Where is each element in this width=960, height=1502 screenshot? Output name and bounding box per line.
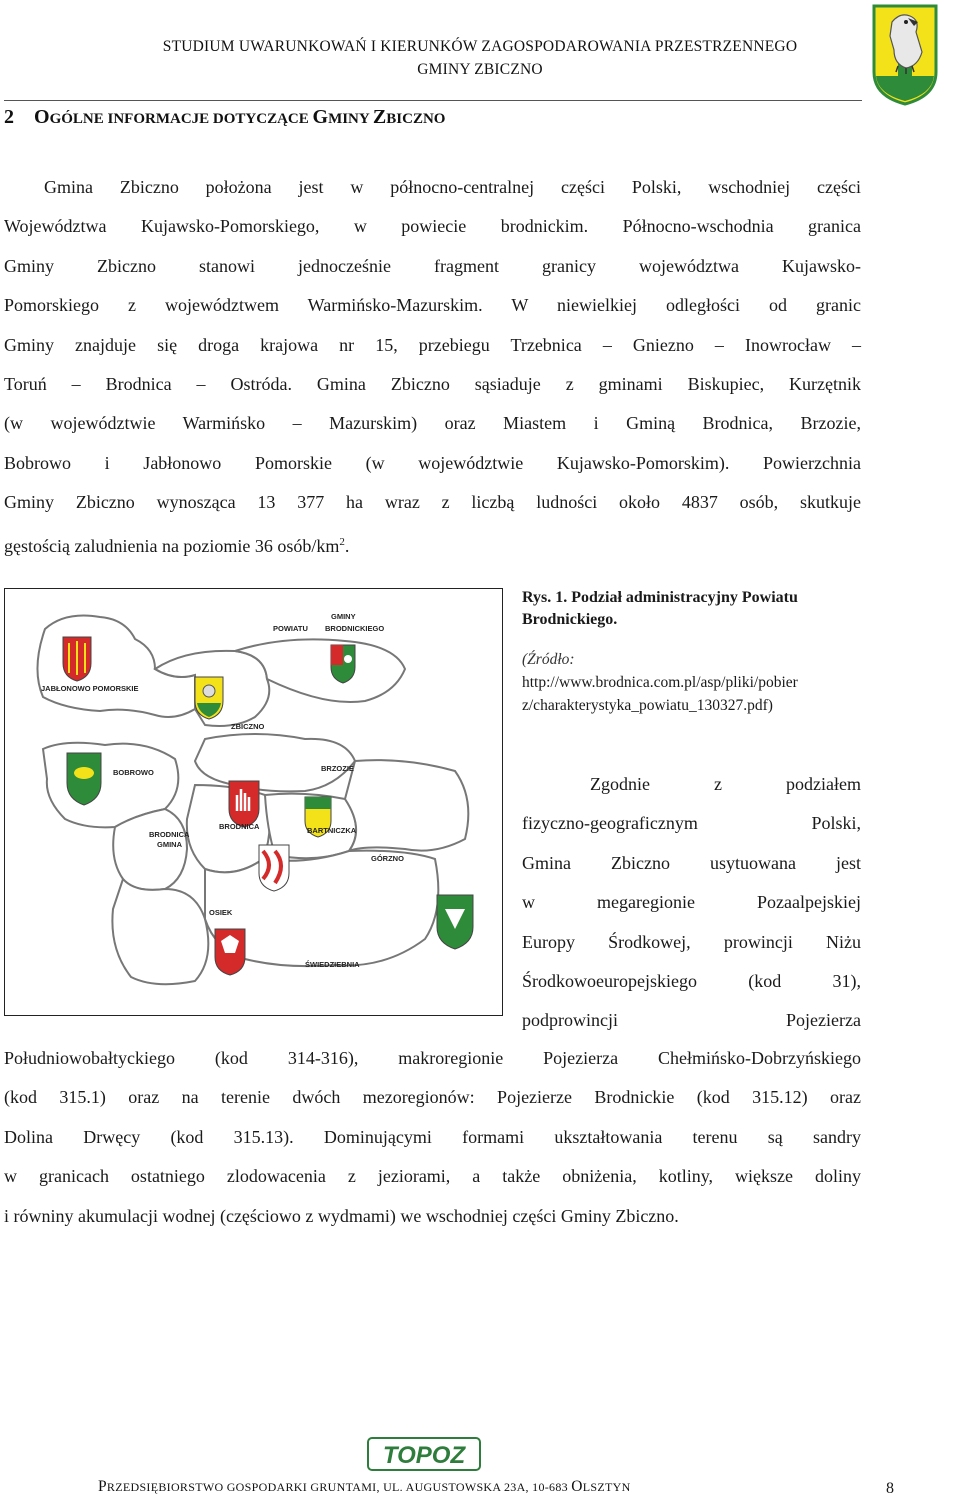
- label-osiek: OSIEK: [209, 908, 233, 917]
- paragraph-line: i równiny akumulacji wodnej (częściowo z wydmami) we wschodniej części Gminy Zbiczno.: [4, 1205, 679, 1226]
- label-brzozie: BRZOZIE: [321, 764, 354, 773]
- paragraph-line: (kod 315.1) oraz na terenie dwóch mezoregionów: Pojezierze Brodnickie (kod 315.12) oraz: [4, 1087, 861, 1108]
- figure-caption: Rys. 1. Podział administracyjny Powiatu Brodnickiego.: [522, 589, 798, 628]
- osiek-crest-icon: [215, 929, 245, 975]
- paragraph-line: Gmina Zbiczno usytuowana jest: [522, 852, 861, 873]
- document-header-subtitle: GMINY ZBICZNO: [417, 61, 543, 78]
- label-bobrowo: BOBROWO: [113, 768, 154, 777]
- paragraph-line: Środkowoeuropejskiego (kod 31),: [522, 970, 861, 991]
- heading-part: Z: [372, 106, 387, 128]
- paragraph-line: Dolina Drwęcy (kod 315.13). Dominującymi formami ukształtowania terenu są sandry: [4, 1126, 861, 1147]
- map-title-gminy: GMINY: [331, 612, 356, 621]
- label-gorzno: GÓRZNO: [371, 854, 404, 863]
- period: .: [344, 535, 350, 556]
- paragraph-line: Południowobałtyckiego (kod 314-316), makroregionie Pojezierza Chełmińsko-Dobrzyńskiego: [4, 1048, 861, 1068]
- region-brzozie: [195, 734, 355, 791]
- paragraph-line: Województwa Kujawsko-Pomorskiego, w powiecie brodnickim. Północno-wschodnia granica: [4, 216, 861, 237]
- administrative-map-figure: [4, 588, 503, 1016]
- heading-part: G: [312, 106, 329, 128]
- paragraph-line: podprowincji Pojezierza: [522, 1010, 861, 1031]
- paragraph-line: Gmina Zbiczno położona jest w północno-centralnej części Polski, wschodniej części: [44, 177, 861, 197]
- paragraph-line: fizyczno-geograficznym Polski,: [522, 813, 861, 834]
- footer-city-rest: LSZTYN: [582, 1480, 631, 1494]
- map-title-powiatu: POWIATU: [273, 624, 308, 633]
- footer-company: [98, 1478, 631, 1496]
- jablonowo-crest-icon: [63, 637, 91, 681]
- label-jablonowo: JABŁONOWO POMORSKIE: [41, 684, 139, 693]
- heading-part: MINY: [328, 111, 373, 127]
- page-number: 8: [886, 1480, 894, 1497]
- footer-company-rest: RZEDSIĘBIORSTWO GOSPODARKI GRUNTAMI, UL. AUGUSTOWSKA 23A, 10-683: [106, 1480, 572, 1494]
- source-url-part: http://www.brodnica.com.pl/asp/pliki/pobier: [522, 674, 798, 691]
- label-swiedziebnia: ŚWIEDZIEBNIA: [305, 960, 360, 969]
- label-bartniczka: BARTNICZKA: [307, 826, 357, 835]
- brodnica-crest-icon: [229, 781, 259, 827]
- region-gorzno: [345, 760, 468, 851]
- paragraph-line: Toruń – Brodnica – Ostróda. Gmina Zbiczno sąsiaduje z gminami Biskupiec, Kurzętnik: [4, 373, 861, 394]
- paragraph-line: Gminy Zbiczno stanowi jednocześnie fragment granicy województwa Kujawsko-: [4, 255, 861, 276]
- paragraph-line: w granicach ostatniego zlodowacenia z jeziorami, a także obniżenia, kotliny, większe doliny: [4, 1166, 861, 1187]
- region-brodnica-gmina: [113, 809, 187, 890]
- topoz-logo: [366, 1432, 482, 1476]
- header-rule: [4, 100, 862, 101]
- heading-part: O: [34, 106, 50, 128]
- label-brodnica-gmina-1: BRODNICA: [149, 830, 190, 839]
- superscript: 2: [339, 535, 345, 548]
- brzozie-crest-icon: [331, 645, 355, 683]
- eagle-crest-icon: [870, 2, 940, 106]
- source-url-part: z/charakterystyka_powiatu_130327.pdf): [522, 697, 773, 714]
- paragraph-line: Bobrowo i Jabłonowo Pomorskie (w województwie Kujawsko-Pomorskim). Powierzchnia: [4, 452, 861, 473]
- map-title-brodnickiego: BRODNICKIEGO: [325, 624, 385, 633]
- heading-part: GÓLNE INFORMACJE DOTYCZĄCE: [49, 111, 313, 127]
- paragraph-line: Gminy Zbiczno wynosząca 13 377 ha wraz z liczbą ludności około 4837 osób, skutkuje: [4, 492, 861, 513]
- paragraph-line: [4, 523, 861, 562]
- geography-paragraph-full: [4, 1039, 861, 1236]
- zbiczno-crest-icon: [195, 677, 223, 719]
- paragraph-line: Gminy znajduje się droga krajowa nr 15, przebiegu Trzebnica – Gniezno – Inowrocław –: [4, 334, 861, 355]
- bobrowo-crest-icon: [67, 753, 101, 805]
- footer-city-initial: O: [571, 1478, 583, 1495]
- heading-part: BICZNO: [386, 111, 446, 127]
- footer-initial: P: [98, 1478, 107, 1495]
- paragraph-line: (w województwie Warmińsko – Mazurskim) oraz Miastem i Gminą Brodnica, Brzozie,: [4, 413, 861, 434]
- document-header-title: STUDIUM UWARUNKOWAŃ I KIERUNKÓW ZAGOSPODAROWANIA PRZESTRZENNEGO: [162, 38, 798, 55]
- paragraph-line: w megaregionie Pozaalpejskiej: [522, 892, 861, 913]
- label-brodnica-gmina-2: GMINA: [157, 840, 182, 849]
- paragraph-line: Pomorskiego z województwem Warmińsko-Mazurskim. W niewielkiej odległości od granic: [4, 295, 861, 316]
- figure-source: [522, 648, 862, 717]
- intro-paragraph: [4, 168, 861, 562]
- paragraph-line: Zgodnie z podziałem: [590, 774, 861, 794]
- gorzno-crest-icon: [437, 895, 473, 949]
- paragraph-line: Europy Środkowej, prowincji Niżu: [522, 931, 861, 952]
- topoz-logo-text: TOPOZ: [382, 1442, 466, 1469]
- geography-paragraph-right: [522, 765, 861, 1041]
- label-zbiczno: ZBICZNO: [231, 722, 265, 731]
- brodnica-gmina-crest-icon: [259, 845, 289, 891]
- source-label: (Źródło:: [522, 651, 575, 668]
- region-osiek: [112, 879, 208, 984]
- section-number: 2: [4, 106, 14, 128]
- section-heading: [4, 106, 445, 129]
- density-text: gęstością zaludnienia na poziomie 36 osób/km: [4, 535, 340, 556]
- powiat-map: [5, 589, 502, 1015]
- label-brodnica: BRODNICA: [219, 822, 260, 831]
